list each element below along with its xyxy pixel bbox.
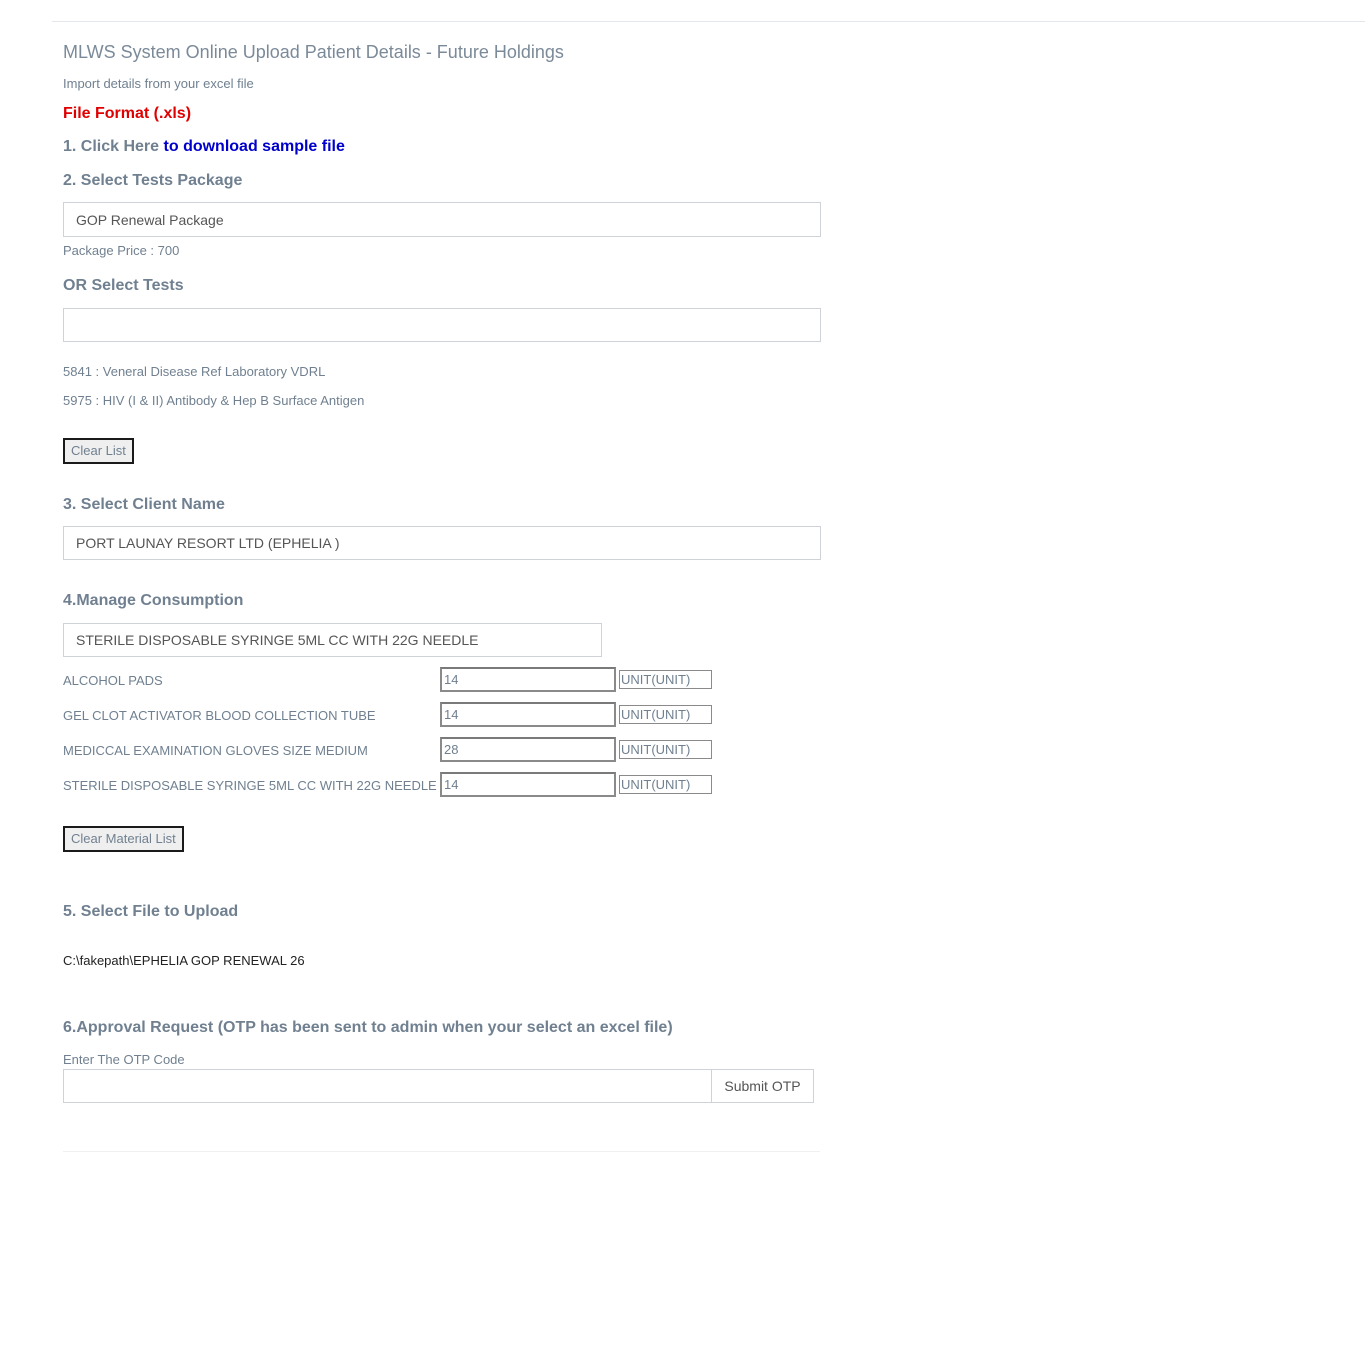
material-unit: UNIT(UNIT) [619,705,712,724]
submit-otp-button[interactable]: Submit OTP [711,1069,814,1103]
step5-heading: 5. Select File to Upload [63,903,239,920]
top-divider [52,21,1365,22]
step3-heading: 3. Select Client Name [63,496,225,513]
bottom-divider [63,1151,820,1152]
material-name: GEL CLOT ACTIVATOR BLOOD COLLECTION TUBE [63,708,376,723]
otp-label: Enter The OTP Code [63,1052,185,1067]
material-unit: UNIT(UNIT) [619,740,712,759]
package-select-input[interactable] [63,202,821,237]
material-qty-input[interactable] [440,772,616,797]
page-title: MLWS System Online Upload Patient Details - Future Holdings [63,42,564,62]
material-qty-input[interactable] [440,737,616,762]
file-format-notice: File Format (.xls) [63,105,192,122]
material-select-input[interactable] [63,623,602,657]
material-qty-input[interactable] [440,667,616,692]
material-unit: UNIT(UNIT) [619,775,712,794]
tests-search-input[interactable] [63,308,821,342]
step6-heading: 6.Approval Request (OTP has been sent to admin when your select an excel file) [63,1019,673,1036]
material-name: MEDICCAL EXAMINATION GLOVES SIZE MEDIUM [63,743,368,758]
page-subtitle: Import details from your excel file [63,76,254,91]
client-name-input[interactable] [63,526,821,560]
clear-list-button[interactable]: Clear List [63,438,134,464]
otp-input[interactable] [63,1069,712,1103]
selected-file-path[interactable]: C:\fakepath\EPHELIA GOP RENEWAL 26 [63,953,305,968]
package-price: Package Price : 700 [63,243,180,258]
material-unit: UNIT(UNIT) [619,670,712,689]
clear-material-list-button[interactable]: Clear Material List [63,826,184,852]
step1-heading [63,138,345,156]
material-name: ALCOHOL PADS [63,673,163,688]
material-qty-input[interactable] [440,702,616,727]
or-select-tests-heading: OR Select Tests [63,277,184,294]
selected-test-item: 5841 : Veneral Disease Ref Laboratory VDRL [63,364,326,379]
download-sample-link[interactable]: to download sample file [163,138,345,155]
selected-test-item: 5975 : HIV (I & II) Antibody & Hep B Surface Antigen [63,393,365,408]
material-name: STERILE DISPOSABLE SYRINGE 5ML CC WITH 22G NEEDLE [63,778,437,793]
step1-prefix: 1. Click Here [63,138,160,155]
step4-heading: 4.Manage Consumption [63,592,244,609]
step2-heading: 2. Select Tests Package [63,172,243,189]
